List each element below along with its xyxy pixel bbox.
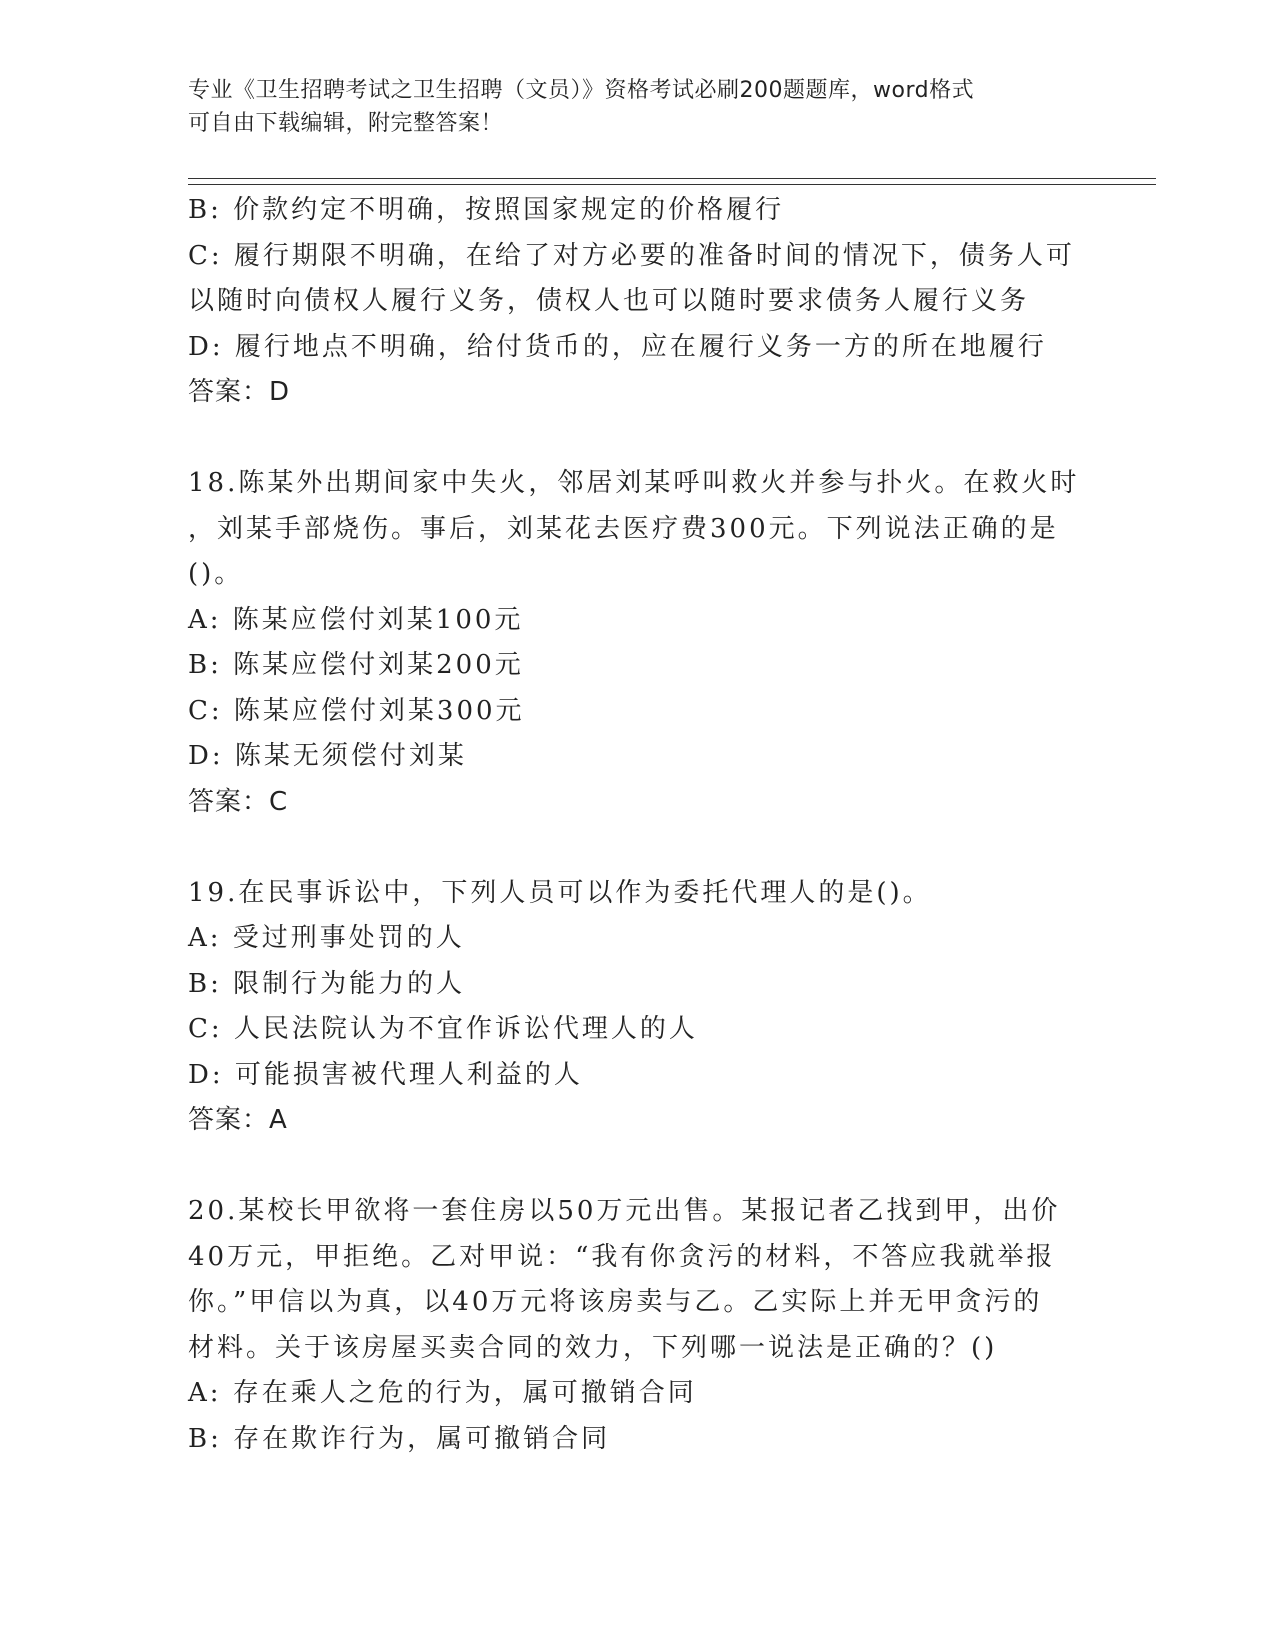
question-stem-continued: ()。 — [188, 559, 244, 589]
header-line-2: 可自由下载编辑，附完整答案！ — [188, 111, 504, 136]
header-line-1: 专业《卫生招聘考试之卫生招聘（文员）》资格考试必刷200题题库，word格式 — [188, 78, 975, 103]
document-header — [188, 74, 1088, 140]
question-17 — [188, 188, 1088, 416]
question-stem-continued: 你。”甲信以为真，以40万元将该房卖与乙。乙实际上并无甲贪污的 — [188, 1287, 1043, 1317]
option-b: B: 存在欺诈行为，属可撤销合同 — [188, 1423, 611, 1454]
question-stem: 18.陈某外出期间家中失火，邻居刘某呼叫救火并参与扑火。在救火时 — [188, 468, 1080, 498]
question-stem: 20.某校长甲欲将一套住房以50万元出售。某报记者乙找到甲，出价 — [188, 1196, 1061, 1226]
option-b: B: 价款约定不明确，按照国家规定的价格履行 — [188, 195, 785, 225]
option-d: D: 履行地点不明确，给付货币的，应在履行义务一方的所在地履行 — [188, 331, 1047, 362]
answer: 答案：C — [188, 786, 289, 817]
question-stem-continued: ，刘某手部烧伤。事后，刘某花去医疗费300元。下列说法正确的是 — [188, 513, 1059, 544]
header-divider-top — [188, 178, 1156, 179]
option-a: A: 陈某应偿付刘某100元 — [188, 604, 524, 635]
option-c: C: 陈某应偿付刘某300元 — [188, 695, 525, 726]
document-body — [188, 188, 1088, 1462]
option-b: B: 限制行为能力的人 — [188, 968, 466, 999]
spacer — [188, 416, 1088, 462]
question-stem-continued: 40万元，甲拒绝。乙对甲说：“我有你贪污的材料，不答应我就举报 — [188, 1241, 1056, 1272]
question-20 — [188, 1189, 1088, 1462]
question-18 — [188, 461, 1088, 825]
question-stem-continued: 材料。关于该房屋买卖合同的效力，下列哪一说法是正确的？() — [188, 1332, 998, 1363]
option-a: A: 存在乘人之危的行为，属可撤销合同 — [188, 1378, 697, 1408]
answer: 答案：A — [188, 1105, 288, 1135]
option-c: C: 履行期限不明确，在给了对方必要的准备时间的情况下，债务人可 — [188, 240, 1075, 271]
answer: 答案：D — [188, 377, 291, 407]
option-d: D: 陈某无须偿付刘某 — [188, 741, 467, 771]
spacer — [188, 1144, 1088, 1190]
spacer — [188, 825, 1088, 871]
option-a: A: 受过刑事处罚的人 — [188, 923, 465, 953]
header-divider-bottom — [188, 184, 1156, 185]
option-c-continued: 以随时向债权人履行义务，债权人也可以随时要求债务人履行义务 — [188, 286, 1030, 316]
option-b: B: 陈某应偿付刘某200元 — [188, 650, 524, 680]
question-stem: 19.在民事诉讼中，下列人员可以作为委托代理人的是()。 — [188, 877, 932, 908]
option-d: D: 可能损害被代理人利益的人 — [188, 1059, 583, 1090]
option-c: C: 人民法院认为不宜作诉讼代理人的人 — [188, 1014, 698, 1044]
question-19 — [188, 871, 1088, 1144]
